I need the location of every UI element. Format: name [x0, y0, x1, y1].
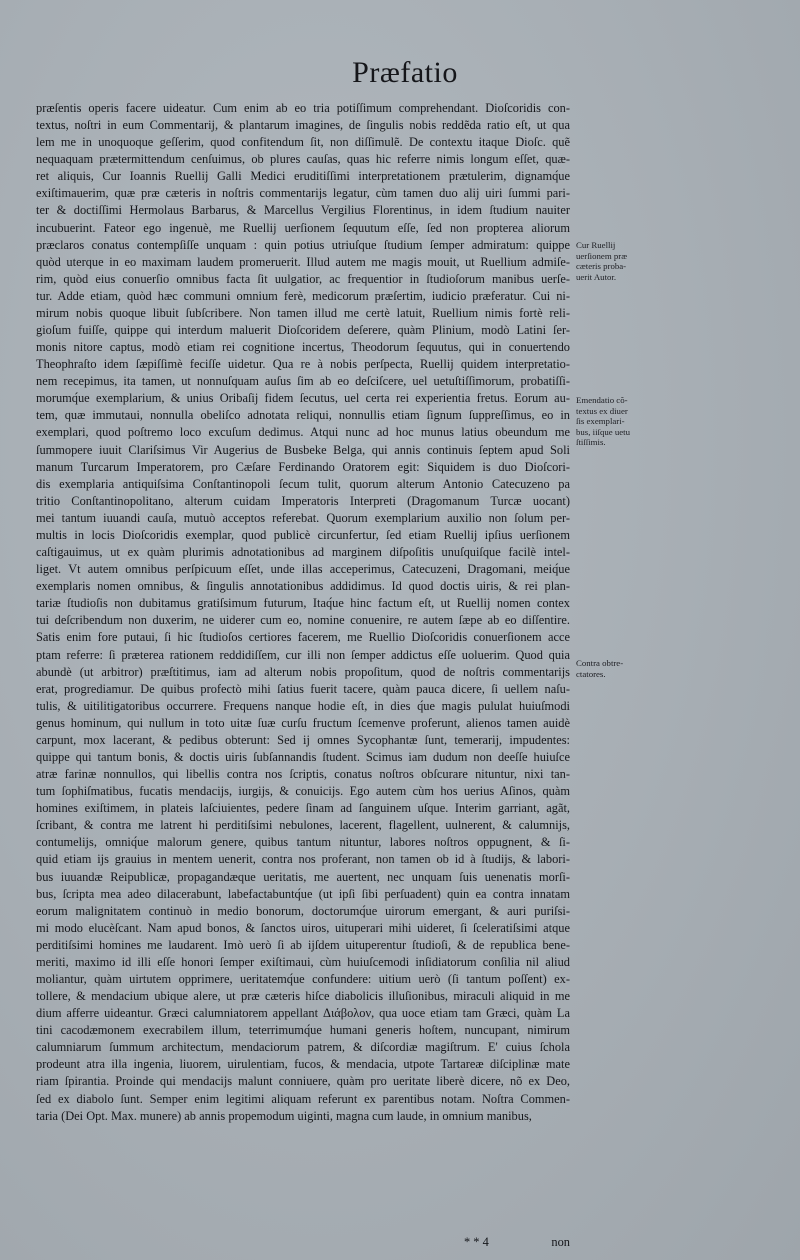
text-line: prodeunt atra illa ingenia, liuorem, uirulentiam, fucos, & mendacia, utpote Tartareæ diſciplinæ mate	[36, 1057, 570, 1072]
text-line: erat, progrediamur. De quibus profectò mihi ſatius fuerit tacere, quàm pauca dicere, ſi uellem naſu-	[36, 681, 570, 696]
margin-note-detractors	[576, 658, 648, 679]
text-line: gioſum fuiſſe, quippe qui interdum maluerit Dioſcoridem deſerere, quàm Plinium, modò Latini ſer-	[36, 323, 570, 338]
text-line: calumniarum ſummum architectum, mendaciorum patrem, & diſcordiæ magiſtrum. E' cuius ſchola	[36, 1040, 570, 1055]
text-line: quippe qui tantum bonis, & doctis uiris ſubſannandis ſtudent. Scimus iam dudum non deeſſe huiuſce	[36, 749, 570, 764]
text-line: mirum nobis quoque libuit ſubſcribere. Non tamen illud me certè latuit, Ruellium nimis fortè reli-	[36, 305, 570, 320]
text-line: quid etiam ijs grauius in mentem uenerit, contra nos proferant, non tamen ob id à ſtudijs, & labori-	[36, 852, 570, 867]
text-line: tini cacodæmonem execrabilem illum, teterrimumq́ue humani generis hoſtem, nuncupant, nimirum	[36, 1023, 570, 1038]
text-line: exiſtimauerim, quæ præ cæteris in noſtris commentarijs legatur, cùm tamen duo alij uiri ſummi pari-	[36, 186, 570, 201]
text-line: bus iuuandæ Reipublicæ, propagandæque ueritatis, me auertent, nec unquam ſuis uenenatis morſi-	[36, 869, 570, 884]
text-line: mi modo elucèſcant. Nam apud bonos, & ſanctos uiros, uituperari mihi uideret, ſi ſceleratiſsimi atque	[36, 920, 570, 935]
text-line: rim, quòd eius conuerſio omnibus facta ſit uulgatior, ac frequentior in ſtudioſorum manibus uerſe-	[36, 271, 570, 286]
text-line: manum Turcarum Imperatorem, pro Cæſare Ferdinando Oratorem egit: Siquidem is duo Dioſcori-	[36, 459, 570, 474]
text-line: eorum malignitatem continuò in medio bonorum, doctorumq́ue uirorum emergant, & auri puriſsi-	[36, 903, 570, 918]
text-line: incubuerint. Fateor ego ingenuè, me Ruellij uerſionem ſequutum eſſe, ſed non propterea aliorum	[36, 220, 570, 235]
text-line: præſentis operis facere uideatur. Cum enim ab eo tria potiſſimum comprehendant. Dioſcoridis con-	[36, 101, 570, 115]
text-line: ter & doctiſſimi Hermolaus Barbarus, & Marcellus Vergilius Florentinus, in idem ſtudium nauiter	[36, 203, 570, 218]
text-line: tem, quæ immutaui, nonnulla obeliſco adnotata reliqui, nonnullis etiam ſignum ſuppreſſimus, eo in	[36, 408, 570, 423]
margin-note-line: bus, iiſque uetu	[576, 426, 630, 437]
text-line: tur. Adde etiam, quòd hæc communi omnium ferè, medicorum præſertim, iudicio præferatur. Cui ni-	[36, 288, 570, 303]
text-line: riam ſpirantia. Proinde qui mendacijs malunt conniuere, quàm pro ueritate liberè dicere, nõ ex Deo,	[36, 1074, 570, 1089]
body-text	[36, 100, 570, 1125]
margin-note-ruellius	[576, 240, 648, 282]
text-line: tulis, & uitilitigatoribus occurrere. Frequens nanque hodie eſt, in dies q́ue magis pululat huiuſmodi	[36, 698, 570, 713]
text-line: dium afferre uideantur. Græci calumniatorem appellant Διάβολον, qua uoce etiam tam Græci, quàm La	[36, 1006, 570, 1021]
text-line: ſcribant, & contra me latrent hi perditiſsimi nebulones, lacerent, flagellent, uulnerent, & calumnijs,	[36, 818, 570, 833]
text-line: ſed ex diabolo ſunt. Semper enim legitimi aliquam referunt ex parentibus notam. Noſtra Commen-	[36, 1091, 570, 1106]
page-title: Præfatio	[352, 56, 458, 89]
text-line: contumelijs, omniq́ue malorum genere, quibus tantum nituntur, labores noſtros oppugnent, & ſi-	[36, 835, 570, 850]
text-line: Satis enim fore putaui, ſi hic ſtudioſos certiores facerem, me Ruellio Dioſcoridis conuerſionem acce	[36, 630, 570, 645]
margin-note-line: ſtiſſimis.	[576, 437, 606, 448]
text-line: liget. Vt autem omnibus perſpicuum eſſet, unde illas acceperimus, Catecuzeni, Dragomani, meiq́ue	[36, 562, 570, 577]
text-line: bus, ſcripta mea adeo dilacerabunt, labefactabuntq́ue (ut ipſi ſibi perſuadent) quin ea contra innatam	[36, 886, 570, 901]
text-line: exemplaris nomen omnibus, & ſingulis annotationibus addidimus. Id quod doctis uiris, & rei plan-	[36, 579, 570, 594]
margin-note-line: Contra obtre-	[576, 658, 624, 668]
text-line: ptam referre: ſi præterea rationem reddidiſſem, cur illi non ſemper addictus eſſe uoluerim. Quod quia	[36, 647, 570, 662]
margin-note-line: textus ex diuer	[576, 405, 628, 416]
text-line: taria (Dei Opt. Max. munere) ab annis propemodum uiginti, magna cum laude, in omnium manibus,	[36, 1108, 532, 1123]
text-line: Theophraſto idem ſæpiſſimè feciſſe uidetur. Qua re à nobis perſpecta, Ruellij quidem interpretatio-	[36, 357, 570, 372]
margin-note-line: ctatores.	[576, 668, 606, 679]
text-line: tollere, & mendacium ubique alere, ut præ cæteris hiſce diabolicis illuſionibus, miraculi aliquid in me	[36, 989, 570, 1004]
text-line: tariæ ſtudioſis non dubitamus gratiſsimum futurum, Itaq́ue hinc factum eſt, ut Ruellij nomen contex	[36, 596, 570, 611]
text-line: lem me in unoquoque geſſerim, quod confitendum ſit, non diſſimulẽ. De contextu itaque Dioſc. quẽ	[36, 135, 570, 150]
text-line: quòd uterque in eo maximam laudem promeruerit. Illud autem me magis mouit, ut Ruellium admiſe-	[36, 254, 570, 269]
catchline	[464, 1235, 570, 1250]
text-line: nem recepimus, ita tamen, ut nonnuſquam auſus ſim ab eo deſciſcere, uel uetuſtiſſimorum, probatiſſi-	[36, 374, 570, 389]
text-line: moliantur, quàm uirtutem opprimere, ueritatemq́ue confundere: uitium uerò (ſi tantum poſſent) ex-	[36, 971, 570, 986]
text-line: nequaquam prætermittendum cenſuimus, ob plures cauſas, quas hic referre nimis longum eſſet, quæ-	[36, 152, 570, 167]
margin-note-line: Emendatio cõ-	[576, 395, 628, 405]
margin-note-line: Cur Ruellij	[576, 240, 616, 250]
margin-note-line: uerit Autor.	[576, 271, 617, 282]
text-line: meriti, maximo id illi eſſe honori ſemper exiſtimaui, cùm huiuſcemodi inſidiatorum conſilia nil aliud	[36, 954, 570, 969]
text-line: ret aliquis, Cur Ioannis Ruellij Galli Medici eruditiſſimi interpretationem prætulerim, dignamq́ue	[36, 169, 570, 184]
text-line: abundè (ut arbitror) præſtitimus, iam ad alterum nobis propoſitum, quod de noſtris commentarijs	[36, 664, 570, 679]
text-line: atræ farinæ nonnullos, qui libellis contra nos ſcriptis, conatus noſtros obſcurare nituntur, nixi tan-	[36, 767, 570, 782]
text-line: perditiſsimi homines me laudarent. Imò uerò ſi ab ijſdem uituperentur ſtudioſi, & de republica bene-	[36, 937, 570, 952]
text-line: præclaros conatus contempſiſſe unquam : quin potius utriuſque ſtudium ſemper admiratum: quippe	[36, 237, 570, 252]
margin-note-line: uerſionem præ	[576, 250, 628, 261]
text-line: carpunt, mox lacerant, & pedibus obterunt: Sed ij omnes Sycophantæ ſunt, temerarij, impudentes:	[36, 732, 570, 747]
text-line: genus hominum, qui nullum in toto uitæ ſuæ curſu fructum ſcemenve proferunt, alienos tamen auidè	[36, 715, 570, 730]
text-line: monis nitore captus, modò etiam rei cognitione incertus, Theodorum ſequutus, qui in conuertendo	[36, 340, 570, 355]
text-line: tritio Conſtantinopolitano, alterum cuidam Imperatoris Interpreti (Dragomanum Turcæ uocant)	[36, 493, 570, 508]
catchword: non	[551, 1235, 570, 1249]
text-line: exemplari, quod poſtremo loco excuſum dedimus. Atqui nunc ad hoc munus latius obeundum me	[36, 425, 570, 440]
text-line: ſummopere iuuit Clariſsimus Vir Augerius de Busbeke Belga, qui annis continuis ſeptem apud Soli	[36, 442, 570, 457]
margin-note-line: ſis exemplari-	[576, 416, 625, 427]
text-line: mei tantum iuuandi cauſa, mutuò acceptos referebat. Quorum exemplarium auxilio non ſolum per-	[36, 510, 570, 525]
text-line: caſtigauimus, ut ex quàm plurimis adnotationibus ad marginem diſpoſitis unuſquiſque facilè intel-	[36, 545, 570, 560]
text-line: multis in locis Dioſcoridis exemplar, quod publicè circunfertur, ſed etiam Ruellij ipſius uerſionem	[36, 527, 570, 542]
text-line: homines exiſtimem, in plateis laſciuientes, pedere ſinam ad ſanguinem uſque. Interim garriant, agãt,	[36, 801, 570, 816]
text-line: morumq́ue exemplarium, & unius Oribaſij fidem ſecutus, uel certa rei experientia fretus. Eorum au-	[36, 391, 570, 406]
text-line: tui deſcribendum non duxerim, ne uiderer cum eo, nomine conuenire, re autem ſæpe ab eo diſſentire.	[36, 613, 570, 628]
text-line: textus, noſtri in eum Commentarij, & plantarum imagines, de ſingulis nobis reddẽda ratio eſt, ut qua	[36, 118, 570, 133]
margin-note-line: cæteris proba-	[576, 261, 627, 272]
signature-mark: * * 4	[464, 1235, 489, 1249]
text-line: dis exemplaria antiquiſsima Conſtantinopoli ſecum tulit, quorum alterum Antonio Catecuzeno pa	[36, 476, 570, 491]
text-line: tum ſophiſmatibus, fucatis mendacijs, iurgijs, & conuicijs. Ego autem cùm hos uerius Aſinos, quàm	[36, 784, 570, 799]
margin-note-emendation	[576, 395, 648, 448]
